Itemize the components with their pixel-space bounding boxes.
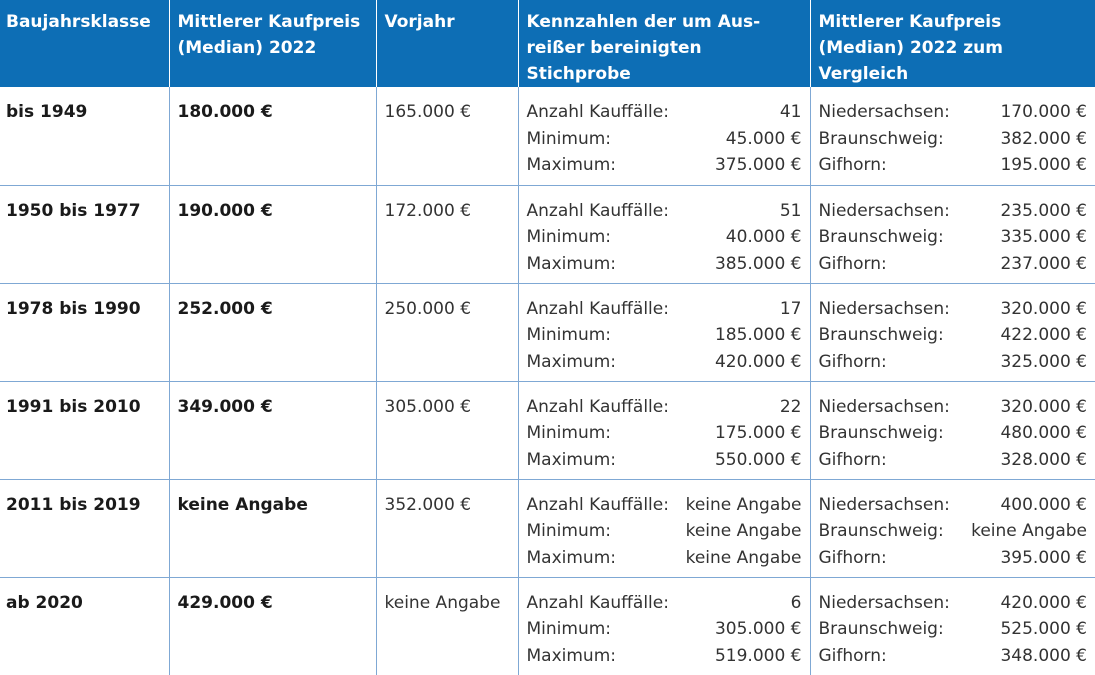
header-label: (Median) 2022 (178, 35, 376, 61)
value-minimum: 40.000 € (726, 224, 802, 251)
vergleich-niedersachsen (819, 394, 1095, 421)
cell-baujahrsklasse (0, 87, 169, 185)
header-baujahrsklasse (0, 0, 169, 87)
label-minimum: Minimum: (527, 322, 612, 349)
table-body (0, 87, 1095, 675)
cell-kennzahlen (518, 577, 810, 675)
label-minimum: Minimum: (527, 420, 612, 447)
cell-kennzahlen (518, 381, 810, 479)
table-row (0, 479, 1095, 577)
median-value: 180.000 € (178, 102, 273, 122)
cell-vorjahr (376, 479, 518, 577)
vergleich-gifhorn (819, 447, 1095, 474)
header-label: reißer bereinigten Stichprobe (527, 35, 810, 87)
label-braunschweig: Braunschweig: (819, 616, 944, 643)
label-braunschweig: Braunschweig: (819, 420, 944, 447)
cell-vorjahr (376, 185, 518, 283)
label-niedersachsen: Niedersachsen: (819, 99, 950, 126)
value-minimum: keine Angabe (686, 518, 802, 545)
median-value: 252.000 € (178, 299, 273, 319)
vergleich-braunschweig (819, 420, 1095, 447)
label-gifhorn: Gifhorn: (819, 251, 887, 278)
median-value: 349.000 € (178, 397, 273, 417)
kennzahl-minimum (527, 616, 810, 643)
table-row (0, 381, 1095, 479)
value-anzahl: 41 (780, 99, 802, 126)
baujahrsklasse-value: ab 2020 (6, 593, 83, 613)
kennzahl-maximum (527, 152, 810, 179)
label-anzahl: Anzahl Kauffälle: (527, 296, 669, 323)
value-gifhorn: 195.000 € (1000, 152, 1087, 179)
kennzahl-maximum (527, 349, 810, 376)
baujahrsklasse-value: 1991 bis 2010 (6, 397, 141, 417)
label-maximum: Maximum: (527, 251, 617, 278)
vergleich-niedersachsen (819, 492, 1095, 519)
label-niedersachsen: Niedersachsen: (819, 296, 950, 323)
vorjahr-value: 250.000 € (385, 299, 472, 319)
value-minimum: 45.000 € (726, 126, 802, 153)
header-label: Vorjahr (385, 12, 455, 32)
value-maximum: 420.000 € (715, 349, 802, 376)
cell-median (169, 283, 376, 381)
vergleich-niedersachsen (819, 198, 1095, 225)
kennzahl-anzahl (527, 394, 810, 421)
value-braunschweig: 335.000 € (1000, 224, 1087, 251)
vergleich-niedersachsen (819, 296, 1095, 323)
kennzahl-minimum (527, 420, 810, 447)
kennzahl-minimum (527, 322, 810, 349)
value-niedersachsen: 420.000 € (1000, 590, 1087, 617)
kennzahl-maximum (527, 447, 810, 474)
header-row (0, 0, 1095, 87)
kennzahl-anzahl (527, 590, 810, 617)
label-maximum: Maximum: (527, 152, 617, 179)
table-row (0, 577, 1095, 675)
baujahrsklasse-value: 2011 bis 2019 (6, 495, 141, 515)
cell-baujahrsklasse (0, 479, 169, 577)
cell-vergleich (810, 87, 1095, 185)
vergleich-niedersachsen (819, 99, 1095, 126)
value-minimum: 175.000 € (715, 420, 802, 447)
kennzahl-minimum (527, 126, 810, 153)
kennzahl-anzahl (527, 296, 810, 323)
label-maximum: Maximum: (527, 349, 617, 376)
label-niedersachsen: Niedersachsen: (819, 394, 950, 421)
cell-median (169, 185, 376, 283)
label-minimum: Minimum: (527, 518, 612, 545)
vergleich-braunschweig (819, 224, 1095, 251)
label-anzahl: Anzahl Kauffälle: (527, 198, 669, 225)
label-anzahl: Anzahl Kauffälle: (527, 590, 669, 617)
header-label: (Median) 2022 zum Vergleich (819, 35, 1095, 87)
cell-kennzahlen (518, 283, 810, 381)
vergleich-gifhorn (819, 643, 1095, 670)
median-value: keine Angabe (178, 495, 308, 515)
label-minimum: Minimum: (527, 224, 612, 251)
value-gifhorn: 328.000 € (1000, 447, 1087, 474)
label-braunschweig: Braunschweig: (819, 322, 944, 349)
value-niedersachsen: 400.000 € (1000, 492, 1087, 519)
cell-baujahrsklasse (0, 577, 169, 675)
value-minimum: 185.000 € (715, 322, 802, 349)
value-anzahl: 17 (780, 296, 802, 323)
kennzahl-anzahl (527, 198, 810, 225)
cell-vorjahr (376, 381, 518, 479)
cell-kennzahlen (518, 185, 810, 283)
value-niedersachsen: 320.000 € (1000, 296, 1087, 323)
header-vergleich (810, 0, 1095, 87)
kennzahl-maximum (527, 545, 810, 572)
kennzahl-maximum (527, 251, 810, 278)
vergleich-gifhorn (819, 152, 1095, 179)
value-braunschweig: 422.000 € (1000, 322, 1087, 349)
header-label: Baujahrsklasse (6, 12, 151, 32)
cell-median (169, 87, 376, 185)
cell-vorjahr (376, 577, 518, 675)
vorjahr-value: keine Angabe (385, 593, 501, 613)
header-label: Mittlerer Kaufpreis (819, 9, 1095, 35)
value-maximum: 375.000 € (715, 152, 802, 179)
median-value: 429.000 € (178, 593, 273, 613)
cell-kennzahlen (518, 87, 810, 185)
label-gifhorn: Gifhorn: (819, 152, 887, 179)
value-minimum: 305.000 € (715, 616, 802, 643)
label-anzahl: Anzahl Kauffälle: (527, 492, 669, 519)
label-gifhorn: Gifhorn: (819, 643, 887, 670)
kennzahl-anzahl (527, 99, 810, 126)
baujahrsklasse-value: 1978 bis 1990 (6, 299, 141, 319)
vergleich-braunschweig (819, 518, 1095, 545)
label-anzahl: Anzahl Kauffälle: (527, 394, 669, 421)
header-kennzahlen (518, 0, 810, 87)
kennzahl-anzahl (527, 492, 810, 519)
vergleich-braunschweig (819, 126, 1095, 153)
label-maximum: Maximum: (527, 545, 617, 572)
value-maximum: keine Angabe (686, 545, 802, 572)
value-braunschweig: keine Angabe (971, 518, 1087, 545)
cell-vergleich (810, 185, 1095, 283)
value-braunschweig: 480.000 € (1000, 420, 1087, 447)
value-gifhorn: 348.000 € (1000, 643, 1087, 670)
vorjahr-value: 165.000 € (385, 102, 472, 122)
label-braunschweig: Braunschweig: (819, 224, 944, 251)
cell-baujahrsklasse (0, 185, 169, 283)
value-maximum: 519.000 € (715, 643, 802, 670)
baujahrsklasse-value: bis 1949 (6, 102, 87, 122)
label-niedersachsen: Niedersachsen: (819, 198, 950, 225)
label-minimum: Minimum: (527, 126, 612, 153)
value-anzahl: 51 (780, 198, 802, 225)
label-gifhorn: Gifhorn: (819, 545, 887, 572)
label-gifhorn: Gifhorn: (819, 349, 887, 376)
value-gifhorn: 395.000 € (1000, 545, 1087, 572)
table-row (0, 185, 1095, 283)
baujahrsklasse-value: 1950 bis 1977 (6, 201, 141, 221)
cell-median (169, 577, 376, 675)
median-value: 190.000 € (178, 201, 273, 221)
header-label: Mittlerer Kaufpreis (178, 9, 376, 35)
value-braunschweig: 382.000 € (1000, 126, 1087, 153)
cell-vergleich (810, 381, 1095, 479)
label-braunschweig: Braunschweig: (819, 518, 944, 545)
kennzahl-minimum (527, 518, 810, 545)
value-braunschweig: 525.000 € (1000, 616, 1087, 643)
table-header (0, 0, 1095, 87)
vorjahr-value: 305.000 € (385, 397, 472, 417)
label-niedersachsen: Niedersachsen: (819, 492, 950, 519)
vorjahr-value: 172.000 € (385, 201, 472, 221)
vergleich-gifhorn (819, 349, 1095, 376)
label-braunschweig: Braunschweig: (819, 126, 944, 153)
value-gifhorn: 237.000 € (1000, 251, 1087, 278)
cell-vergleich (810, 479, 1095, 577)
header-label: Kennzahlen der um Aus- (527, 9, 810, 35)
vergleich-gifhorn (819, 251, 1095, 278)
cell-median (169, 479, 376, 577)
table-row (0, 283, 1095, 381)
header-vorjahr (376, 0, 518, 87)
table-row (0, 87, 1095, 185)
cell-vergleich (810, 283, 1095, 381)
value-maximum: 385.000 € (715, 251, 802, 278)
label-gifhorn: Gifhorn: (819, 447, 887, 474)
cell-baujahrsklasse (0, 283, 169, 381)
label-minimum: Minimum: (527, 616, 612, 643)
cell-vergleich (810, 577, 1095, 675)
cell-baujahrsklasse (0, 381, 169, 479)
kennzahl-maximum (527, 643, 810, 670)
label-niedersachsen: Niedersachsen: (819, 590, 950, 617)
value-maximum: 550.000 € (715, 447, 802, 474)
vorjahr-value: 352.000 € (385, 495, 472, 515)
value-niedersachsen: 170.000 € (1000, 99, 1087, 126)
value-anzahl: 6 (791, 590, 802, 617)
cell-vorjahr (376, 283, 518, 381)
vergleich-niedersachsen (819, 590, 1095, 617)
value-niedersachsen: 235.000 € (1000, 198, 1087, 225)
cell-vorjahr (376, 87, 518, 185)
label-anzahl: Anzahl Kauffälle: (527, 99, 669, 126)
vergleich-braunschweig (819, 616, 1095, 643)
value-anzahl: 22 (780, 394, 802, 421)
vergleich-braunschweig (819, 322, 1095, 349)
label-maximum: Maximum: (527, 447, 617, 474)
value-niedersachsen: 320.000 € (1000, 394, 1087, 421)
cell-kennzahlen (518, 479, 810, 577)
header-median-2022 (169, 0, 376, 87)
label-maximum: Maximum: (527, 643, 617, 670)
value-anzahl: keine Angabe (686, 492, 802, 519)
value-gifhorn: 325.000 € (1000, 349, 1087, 376)
kennzahl-minimum (527, 224, 810, 251)
vergleich-gifhorn (819, 545, 1095, 572)
cell-median (169, 381, 376, 479)
